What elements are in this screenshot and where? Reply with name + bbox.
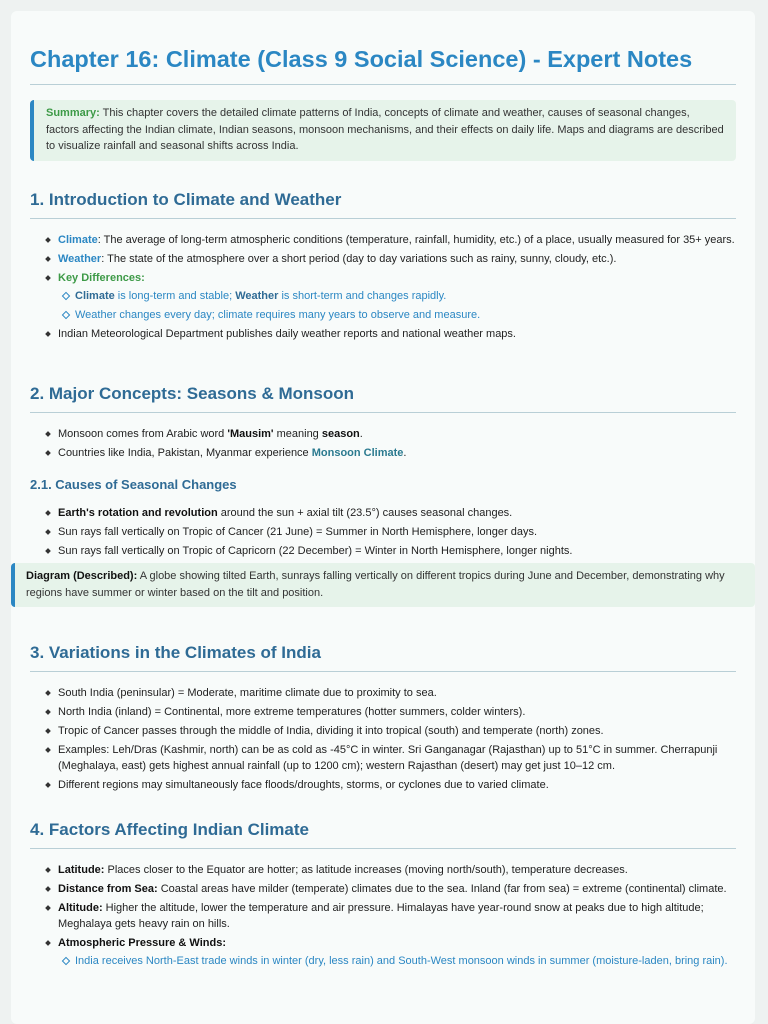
sub-text: is long-term and stable; bbox=[114, 290, 236, 302]
list-item bbox=[30, 232, 736, 248]
section-3-heading: 3. Variations in the Climates of India bbox=[30, 642, 736, 672]
list-item bbox=[30, 270, 736, 323]
diagram-box bbox=[11, 563, 755, 607]
list-item bbox=[30, 251, 736, 267]
text: Places closer to the Equator are hotter; as latitude increases (moving north/south), temperature decreases. bbox=[104, 864, 628, 876]
section-3-list bbox=[30, 685, 736, 793]
text: . bbox=[403, 447, 407, 459]
latitude-term: Latitude: bbox=[58, 864, 105, 876]
text: Coastal areas have milder (temperate) climates due to the sea. Inland (far from sea) = extreme (continental) climate. bbox=[157, 883, 727, 895]
summary-box bbox=[30, 100, 736, 161]
list-item bbox=[30, 426, 736, 442]
list-item bbox=[30, 881, 736, 897]
summary-text: This chapter covers the detailed climate patterns of India, concepts of climate and weather, causes of seasonal changes, factors affecting the Indian climate, Indian seasons, monsoon mechanisms, and their effects on daily life. Maps and diagrams are described to visualize rainfall and seasonal shifts across India. bbox=[46, 107, 724, 152]
section-1-list bbox=[30, 232, 736, 342]
section-4-list bbox=[30, 862, 736, 969]
list-item bbox=[30, 900, 736, 932]
section-2-heading: 2. Major Concepts: Seasons & Monsoon bbox=[30, 383, 736, 413]
section-4 bbox=[30, 819, 736, 972]
weather-term: Weather bbox=[58, 253, 102, 265]
winds-list bbox=[58, 953, 736, 969]
climate-definition: : The average of long-term atmospheric conditions (temperature, rainfall, humidity, etc.) of a place, usually measured for 35+ years. bbox=[97, 234, 735, 246]
page-title: Chapter 16: Climate (Class 9 Social Science) - Expert Notes bbox=[30, 11, 736, 85]
notes-page bbox=[11, 11, 755, 1024]
sub-list-item: India receives North-East trade winds in winter (dry, less rain) and South-West monsoon winds in summer (moisture-laden, bring rain). bbox=[30, 953, 736, 969]
rotation-term: Earth's rotation and revolution bbox=[58, 507, 218, 519]
text: Monsoon comes from Arabic word bbox=[58, 428, 228, 440]
sub-list-item bbox=[30, 288, 736, 304]
distance-term: Distance from Sea: bbox=[58, 883, 158, 895]
summary-label: Summary: bbox=[46, 107, 100, 119]
monsoon-climate-term: Monsoon Climate bbox=[311, 447, 404, 459]
list-item: South India (peninsular) = Moderate, maritime climate due to proximity to sea. bbox=[30, 685, 736, 701]
section-4-heading: 4. Factors Affecting Indian Climate bbox=[30, 819, 736, 849]
list-item: Different regions may simultaneously face floods/droughts, storms, or cyclones due to varied climate. bbox=[30, 777, 736, 793]
sub-text: is short-term and changes rapidly. bbox=[278, 290, 447, 302]
text: Higher the altitude, lower the temperature and air pressure. Himalayas have year-round snow at peaks due to high altitude; Meghalaya gets heavy rain on hills. bbox=[58, 902, 704, 930]
pressure-winds-term: Atmospheric Pressure & Winds: bbox=[58, 937, 226, 949]
list-item: Sun rays fall vertically on Tropic of Capricorn (22 December) = Winter in North Hemisphere, longer nights. bbox=[30, 543, 736, 559]
altitude-term: Altitude: bbox=[58, 902, 103, 914]
list-item bbox=[30, 445, 736, 461]
section-1-heading: 1. Introduction to Climate and Weather bbox=[30, 189, 736, 219]
list-item: North India (inland) = Continental, more extreme temperatures (hotter summers, colder winters). bbox=[30, 704, 736, 720]
sub-list-item: Weather changes every day; climate requires many years to observe and measure. bbox=[30, 307, 736, 323]
text: meaning bbox=[273, 428, 322, 440]
climate-term: Climate bbox=[75, 290, 115, 302]
list-item: Sun rays fall vertically on Tropic of Cancer (21 June) = Summer in North Hemisphere, longer days. bbox=[30, 524, 736, 540]
text: . bbox=[359, 428, 363, 440]
mausim-term: 'Mausim' bbox=[227, 428, 274, 440]
list-item: Indian Meteorological Department publishes daily weather reports and national weather maps. bbox=[30, 326, 736, 342]
text: around the sun + axial tilt (23.5°) causes seasonal changes. bbox=[217, 507, 513, 519]
diagram-text: A globe showing tilted Earth, sunrays falling vertically on different tropics during June and December, demonstrating why regions have summer or winter based on the tilt and position. bbox=[26, 570, 725, 599]
list-item: Examples: Leh/Dras (Kashmir, north) can be as cold as -45°C in winter. Sri Ganganagar (Rajasthan) up to 51°C in summer. Cherrapunji (Meghalaya, east) gets highest annual rainfall (up to 1200 cm); western Rajasthan (desert) may get just 10–12 cm. bbox=[30, 742, 736, 774]
season-term: season bbox=[321, 428, 360, 440]
list-item bbox=[30, 862, 736, 878]
section-3 bbox=[30, 642, 736, 796]
causes-list bbox=[30, 505, 736, 559]
section-2-list bbox=[30, 426, 736, 461]
list-item bbox=[30, 505, 736, 521]
subsection-2-1-heading: 2.1. Causes of Seasonal Changes bbox=[30, 477, 237, 492]
text: Countries like India, Pakistan, Myanmar experience bbox=[58, 447, 312, 459]
key-differences-label: Key Differences: bbox=[58, 272, 145, 284]
weather-term: Weather bbox=[235, 290, 279, 302]
list-item: Tropic of Cancer passes through the middle of India, dividing it into tropical (south) and temperate (north) zones. bbox=[30, 723, 736, 739]
weather-definition: : The state of the atmosphere over a short period (day to day variations such as rainy, sunny, cloudy, etc.). bbox=[101, 253, 617, 265]
section-1 bbox=[30, 189, 736, 345]
key-differences-list bbox=[58, 288, 736, 323]
list-item bbox=[30, 935, 736, 969]
diagram-label: Diagram (Described): bbox=[26, 570, 138, 582]
section-2 bbox=[26, 383, 736, 607]
climate-term: Climate bbox=[58, 234, 98, 246]
